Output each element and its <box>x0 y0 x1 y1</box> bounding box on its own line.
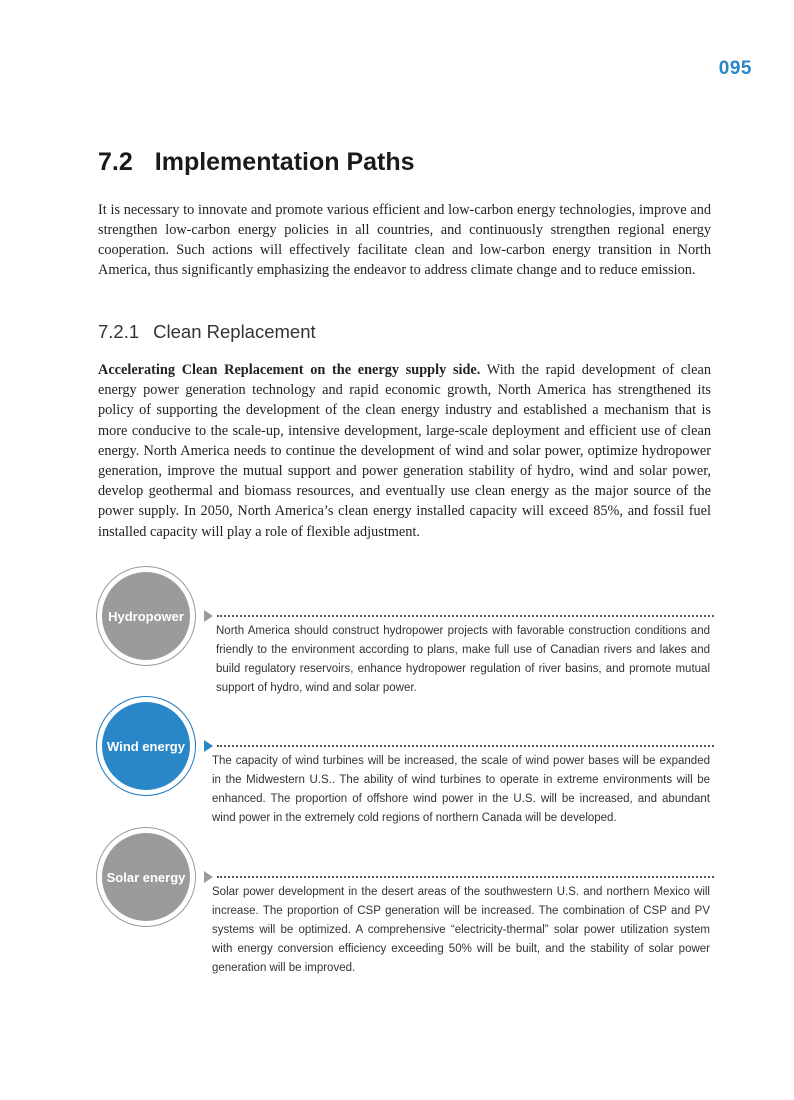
triangle-arrow-icon <box>204 871 213 883</box>
solar-energy-circle <box>96 827 196 927</box>
intro-paragraph: It is necessary to innovate and promote various efficient and low-carbon energy technologies, improve and strengthen low-carbon energy policies in all countries, and continuously strengthen regional energy cooperation. Such actions will effectively facilitate clean and low-carbon energy transition in North America, thus significantly emphasizing the endeavor to address climate change and to reduce emission. <box>98 202 711 278</box>
dotted-divider <box>217 745 714 747</box>
page-number: 095 <box>718 58 752 79</box>
leader-line <box>204 739 714 753</box>
subsection-number: 7.2.1 <box>98 321 140 342</box>
paragraph-lead: Accelerating Clean Replacement on the energy supply side. <box>98 362 481 378</box>
triangle-arrow-icon <box>204 610 213 622</box>
hydropower-label: Hydropower <box>102 572 190 660</box>
hydropower-description: North America should construct hydropower projects with favorable construction conditions and friendly to the environment according to plans, make full use of Canadian rivers and lakes and build regulatory reservoirs, enhance hydropower regulation of river basins, and promote mutual support of hydro, wind and solar power. <box>216 625 710 694</box>
hydropower-item <box>96 566 716 694</box>
wind-energy-item <box>96 696 716 824</box>
paragraph-body: With the rapid development of clean energy power generation technology and rapid economic growth, North America has strengthened its policy of supporting the development of the clean energy industry and established a mechanism that is more conducive to the scale-up, intensive development, large-scale deployment and efficient use of clean energy. North America needs to continue the development of wind and solar power, optimize hydropower generation, improve the mutual support and power generation stability of hydro, wind and solar power, develop geothermal and biomass resources, and eventually use clean energy as the major source of the power supply. In 2050, North America’s clean energy installed capacity will exceed 85%, and fossil fuel installed capacity will play a role of flexible adjustment. <box>98 362 711 540</box>
section-title-text: Implementation Paths <box>154 148 415 176</box>
section-title <box>98 148 415 177</box>
wind-energy-circle <box>96 696 196 796</box>
leader-line <box>204 870 714 884</box>
solar-energy-item <box>96 827 716 974</box>
solar-energy-label: Solar energy <box>102 833 190 921</box>
section-number: 7.2 <box>98 148 133 176</box>
triangle-arrow-icon <box>204 740 213 752</box>
dotted-divider <box>217 615 714 617</box>
subsection-title <box>98 321 316 343</box>
dotted-divider <box>217 876 714 878</box>
clean-replacement-paragraph <box>98 360 711 542</box>
leader-line <box>204 609 714 623</box>
wind-energy-description: The capacity of wind turbines will be increased, the scale of wind power bases will be expanded in the Midwestern U.S.. The ability of wind turbines to operate in extreme environments will be enhanced. The proportion of offshore wind power in the U.S. will be increased, and abundant wind power in the extremely cold regions of northern Canada will be developed. <box>212 755 710 824</box>
hydropower-circle <box>96 566 196 666</box>
subsection-title-text: Clean Replacement <box>153 321 316 342</box>
wind-energy-label: Wind energy <box>102 702 190 790</box>
solar-energy-description: Solar power development in the desert areas of the southwestern U.S. and northern Mexico will increase. The proportion of CSP generation will be increased. The combination of CSP and PV systems will be optimized. A comprehensive “electricity-thermal” solar power utilization system with energy conversion efficiency exceeding 50% will be built, and the stability of solar power generation will be improved. <box>212 886 710 974</box>
